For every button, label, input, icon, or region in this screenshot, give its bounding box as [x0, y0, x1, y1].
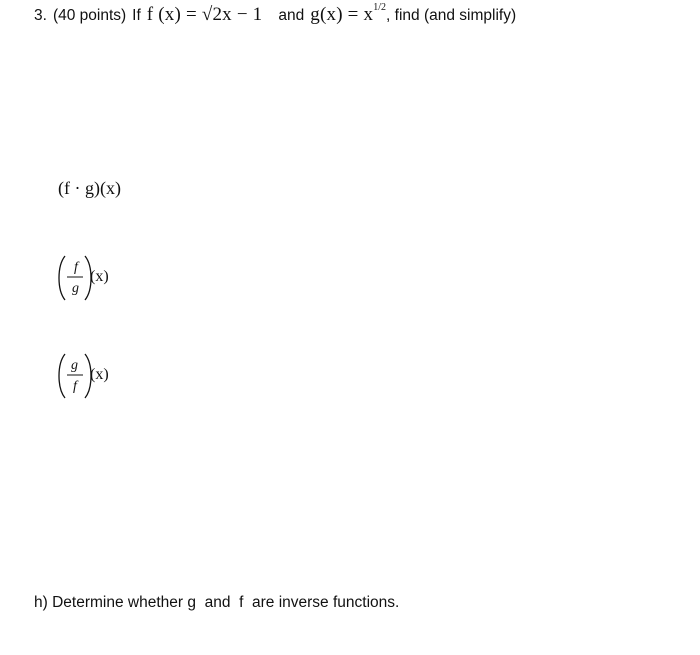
product-expression: (f · g)(x)	[58, 178, 121, 198]
part-h-text: Determine whether g and f are inverse functions.	[52, 594, 400, 611]
header-tail: , find (and simplify)	[386, 7, 517, 24]
question-header	[34, 2, 516, 28]
fraction-denominator: g	[72, 281, 79, 296]
quotient-f-over-g-svg	[56, 252, 120, 304]
fraction-numerator: f	[74, 260, 78, 275]
left-paren	[59, 354, 65, 398]
quotient-g-over-f	[56, 350, 120, 407]
part-h	[34, 594, 399, 612]
fraction-argument: (x)	[90, 268, 109, 285]
quotient-f-over-g	[56, 252, 120, 309]
g-definition: g(x) = x	[310, 4, 374, 25]
f-definition: f (x) = √2x − 1	[146, 4, 263, 25]
question-points: (40 points)	[52, 7, 127, 24]
question-number: 3.	[34, 7, 47, 24]
g-exponent: 1/2	[373, 2, 387, 13]
quotient-g-over-f-svg	[56, 350, 120, 402]
fraction-argument: (x)	[90, 366, 109, 383]
left-paren	[59, 256, 65, 300]
fraction-denominator: f	[73, 379, 77, 394]
if-word: If	[132, 7, 141, 24]
fraction-numerator: g	[71, 358, 78, 373]
part-h-label: h)	[34, 594, 48, 611]
and-word: and	[278, 7, 305, 24]
